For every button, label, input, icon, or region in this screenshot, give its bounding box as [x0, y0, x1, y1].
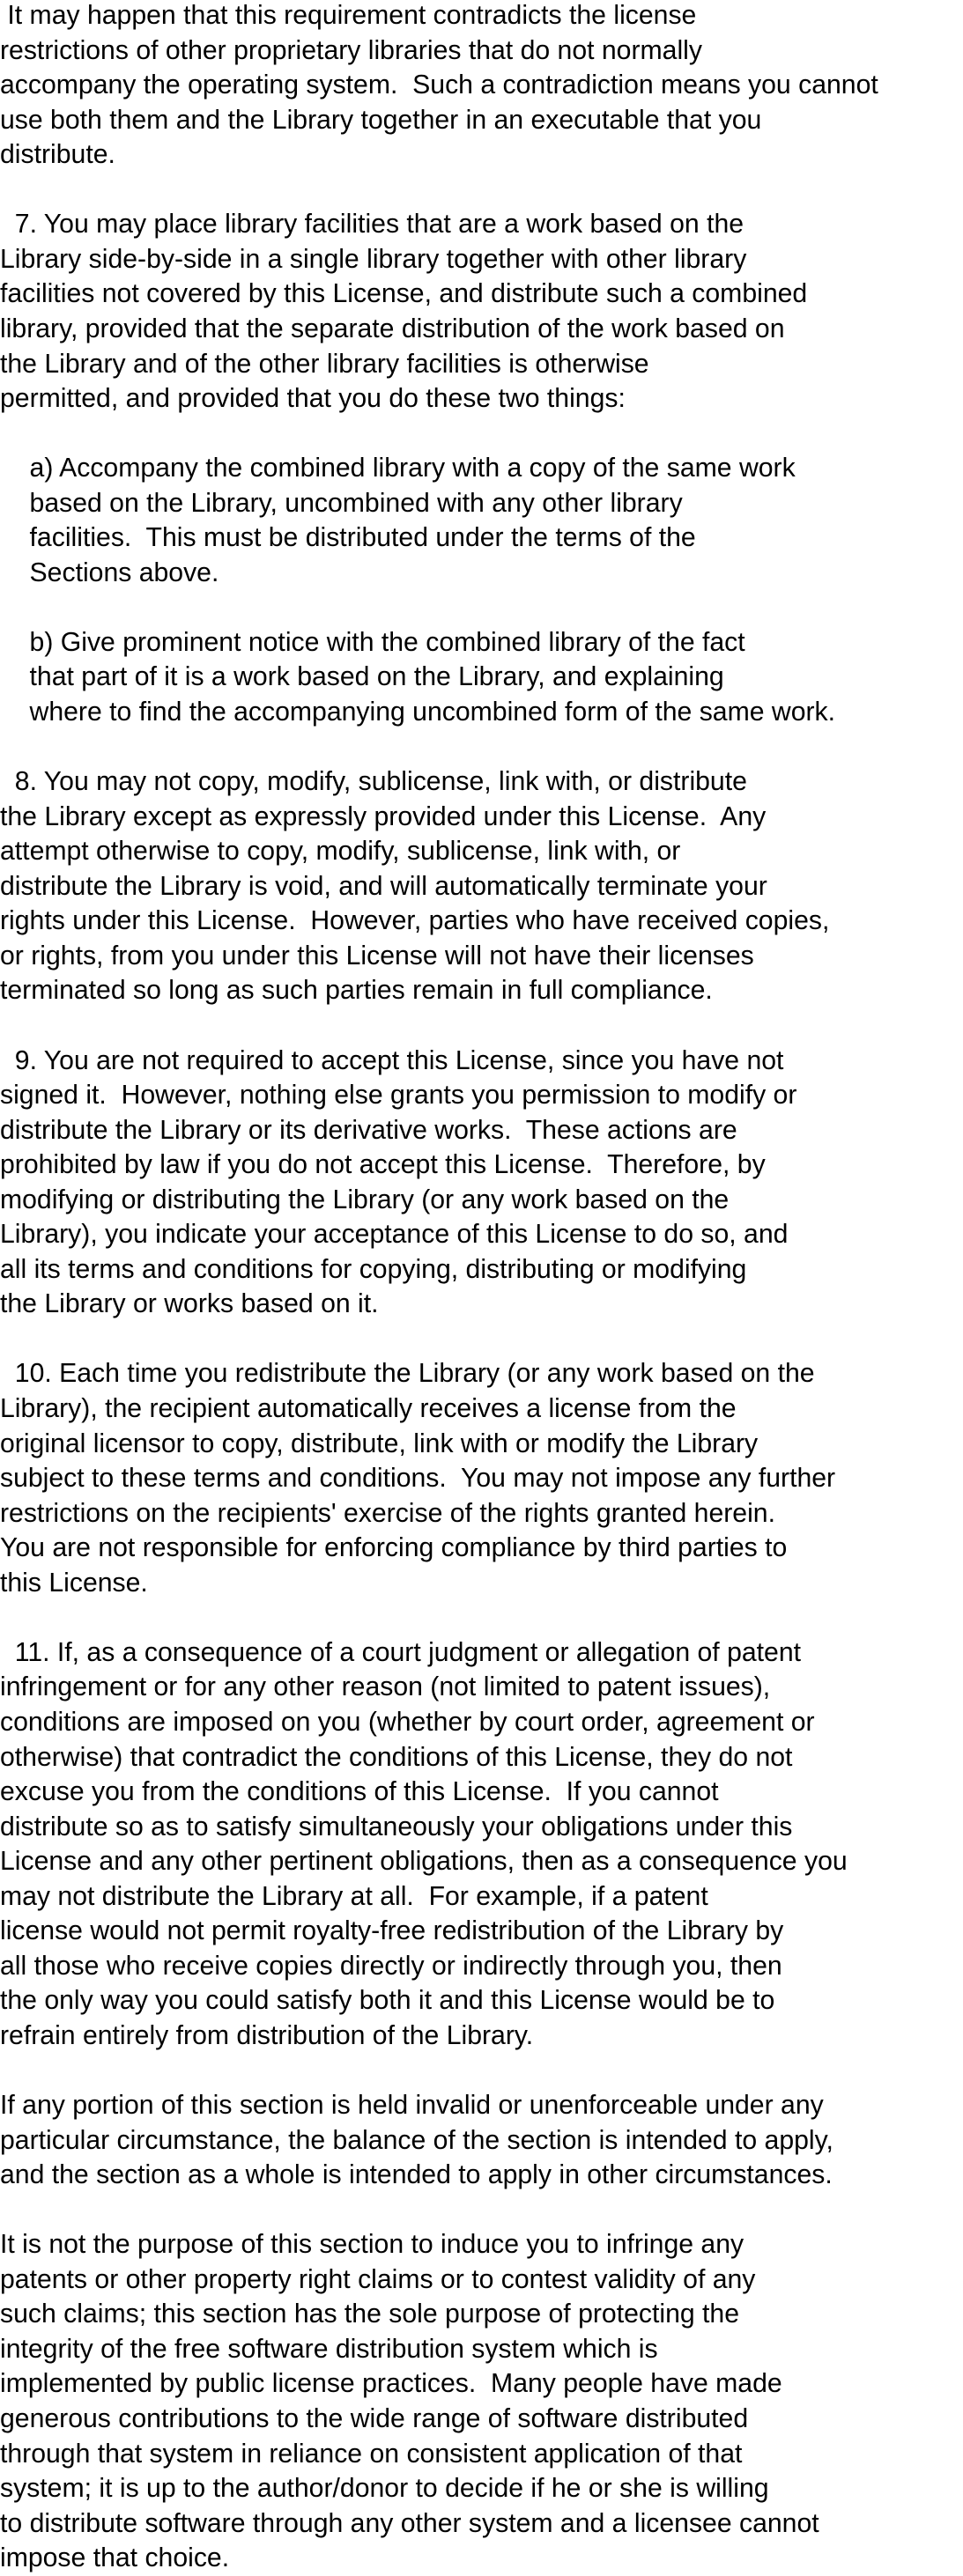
text-line: conditions are imposed on you (whether by court order, agreement or [0, 1707, 815, 1737]
text-line: permitted, and provided that you do these two things: [0, 384, 626, 414]
text-line: impose that choice. [0, 2543, 230, 2573]
text-line: otherwise) that contradict the conditions of this License, they do not [0, 1742, 793, 1772]
text-line: patents or other property right claims or to contest validity of any [0, 2264, 756, 2294]
text-line: 8. You may not copy, modify, sublicense, link with, or distribute [0, 767, 747, 797]
text-line: It may happen that this requirement contradicts the license [0, 1, 697, 30]
text-line: terminated so long as such parties remain in full compliance. [0, 976, 713, 1006]
text-line: such claims; this section has the sole purpose of protecting the [0, 2299, 740, 2329]
text-line: You are not responsible for enforcing compliance by third parties to [0, 1533, 788, 1563]
text-line: License and any other pertinent obligations, then as a consequence you [0, 1847, 848, 1877]
text-line: It is not the purpose of this section to induce you to infringe any [0, 2230, 744, 2260]
text-line: 9. You are not required to accept this License, since you have not [0, 1045, 784, 1075]
text-line: a) Accompany the combined library with a copy of the same work [0, 454, 796, 483]
text-line: accompany the operating system. Such a contradiction means you cannot [0, 70, 878, 100]
text-line: refrain entirely from distribution of the Library. [0, 2020, 534, 2050]
text-line: system; it is up to the author/donor to decide if he or she is willing [0, 2474, 769, 2504]
text-line: distribute the Library is void, and will automatically terminate your [0, 871, 767, 901]
text-line: through that system in reliance on consistent application of that [0, 2439, 743, 2469]
text-line: infringement or for any other reason (not limited to patent issues), [0, 1672, 771, 1702]
text-line: attempt otherwise to copy, modify, sublicense, link with, or [0, 837, 681, 867]
text-line: signed it. However, nothing else grants you permission to modify or [0, 1081, 797, 1111]
text-line: facilities not covered by this License, and distribute such a combined [0, 279, 808, 309]
text-line: integrity of the free software distribution system which is [0, 2334, 658, 2364]
text-line: Library), you indicate your acceptance of this License to do so, and [0, 1220, 789, 1250]
text-line: b) Give prominent notice with the combined library of the fact [0, 627, 745, 657]
text-line: 7. You may place library facilities that are a work based on the [0, 210, 744, 240]
text-line: library, provided that the separate distribution of the work based on [0, 314, 785, 343]
text-line: distribute the Library or its derivative works. These actions are [0, 1115, 737, 1145]
text-line: If any portion of this section is held invalid or unenforceable under any [0, 2091, 824, 2120]
text-line: rights under this License. However, parties who have received copies, [0, 906, 830, 936]
text-line: Library side-by-side in a single library together with other library [0, 244, 747, 274]
text-line: the Library except as expressly provided under this License. Any [0, 801, 767, 831]
text-line: excuse you from the conditions of this License. If you cannot [0, 1777, 719, 1807]
text-line: implemented by public license practices. Many people have made [0, 2369, 782, 2399]
text-line: original licensor to copy, distribute, link with or modify the Library [0, 1428, 759, 1458]
text-line: Library), the recipient automatically receives a license from the [0, 1394, 737, 1423]
text-line: and the section as a whole is intended to apply in other circumstances. [0, 2160, 833, 2190]
text-line: where to find the accompanying uncombined form of the same work. [0, 698, 836, 727]
text-line: distribute. [0, 140, 115, 170]
text-line: to distribute software through any other system and a licensee cannot [0, 2508, 819, 2538]
text-line: the only way you could satisfy both it and this License would be to [0, 1986, 775, 2016]
text-line: use both them and the Library together in an executable that you [0, 105, 762, 135]
text-line: modifying or distributing the Library (or any work based on the [0, 1185, 730, 1214]
text-line: particular circumstance, the balance of the section is intended to apply, [0, 2125, 833, 2155]
text-line: the Library and of the other library facilities is otherwise [0, 349, 649, 379]
text-line: this License. [0, 1568, 148, 1598]
text-line: prohibited by law if you do not accept this License. Therefore, by [0, 1150, 766, 1180]
text-line: 11. If, as a consequence of a court judgment or allegation of patent [0, 1637, 802, 1667]
text-line: Sections above. [0, 557, 219, 587]
text-line: all those who receive copies directly or indirectly through you, then [0, 1951, 782, 1981]
text-line: facilities. This must be distributed under the terms of the [0, 523, 696, 553]
text-line: distribute so as to satisfy simultaneously your obligations under this [0, 1812, 793, 1842]
text-line: based on the Library, uncombined with any other library [0, 488, 683, 518]
text-line: restrictions of other proprietary libraries that do not normally [0, 35, 702, 65]
text-line: 10. Each time you redistribute the Library (or any work based on the [0, 1359, 815, 1389]
text-line: generous contributions to the wide range of software distributed [0, 2403, 749, 2433]
text-line: license would not permit royalty-free redistribution of the Library by [0, 1916, 784, 1946]
text-line: the Library or works based on it. [0, 1289, 379, 1319]
text-line: restrictions on the recipients' exercise of the rights granted herein. [0, 1498, 775, 1528]
text-line: or rights, from you under this License will not have their licenses [0, 941, 754, 971]
text-line: may not distribute the Library at all. For example, if a patent [0, 1881, 708, 1911]
text-line: that part of it is a work based on the Library, and explaining [0, 662, 724, 692]
text-line: subject to these terms and conditions. You may not impose any further [0, 1464, 836, 1494]
text-line: all its terms and conditions for copying, distributing or modifying [0, 1254, 747, 1284]
